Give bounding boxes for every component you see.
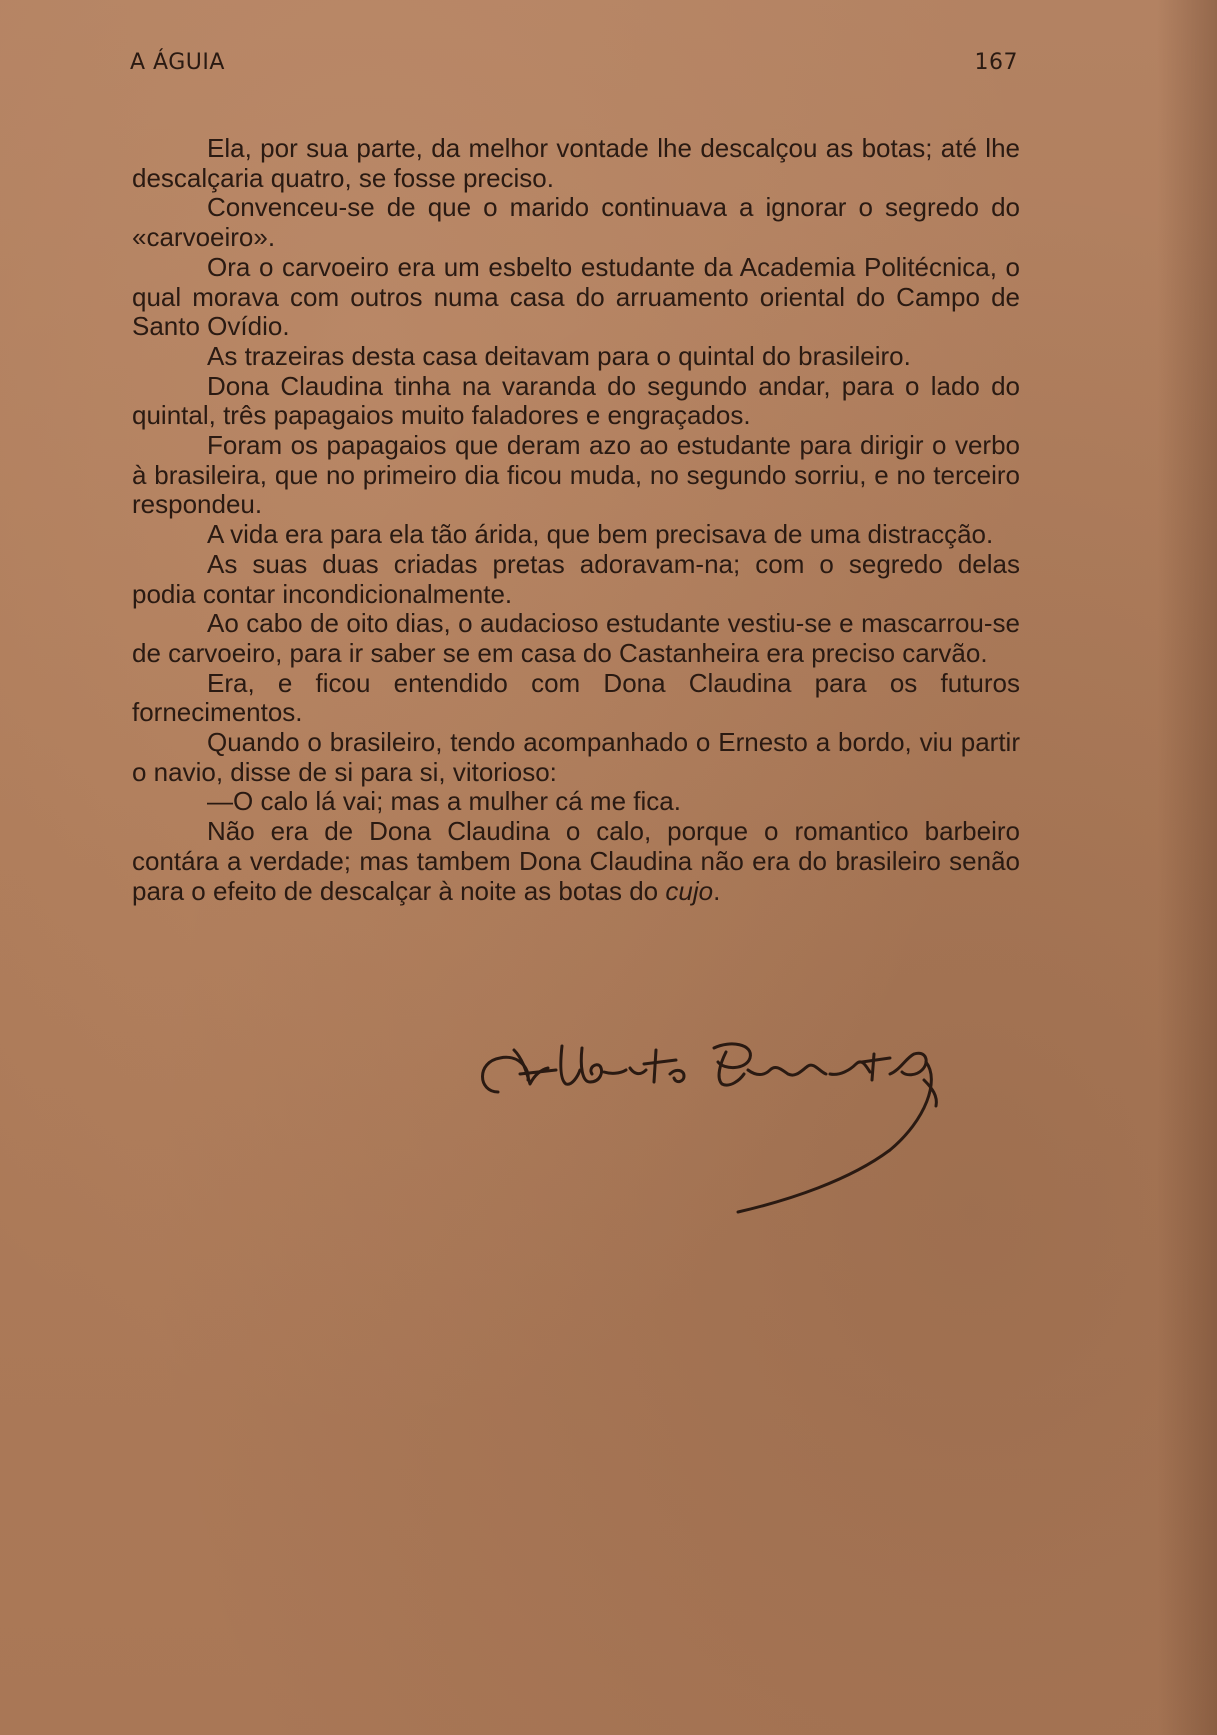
paragraph: Ora o carvoeiro era um esbelto estudante da Academia Politécnica, o qual morava com outros numa casa do arruamento oriental do Campo de Santo Ovídio.	[132, 251, 1020, 342]
page-number: 167	[974, 50, 1018, 75]
italic-word: cujo	[665, 875, 714, 906]
handwritten-signature-icon	[470, 1040, 1030, 1240]
paragraph: As suas duas criadas pretas adoravam-na; com o segredo delas podia contar incondicionalmente.	[132, 548, 1020, 609]
last-paragraph	[132, 817, 1020, 906]
last-paragraph-end: .	[713, 875, 721, 906]
paragraph: Convenceu-se de que o marido continuava a ignorar o segredo do «carvoeiro».	[132, 192, 1020, 253]
paragraph: As trazeiras desta casa deitavam para o quintal do brasileiro.	[207, 340, 911, 371]
paragraph: Foram os papagaios que deram azo ao estudante para dirigir o verbo à brasileira, que no primeiro dia ficou muda, no segundo sorriu, e no terceiro respondeu.	[132, 430, 1020, 520]
journal-title: A ÁGUIA	[130, 50, 225, 75]
paragraph: A vida era para ela tão árida, que bem precisava de uma distracção.	[207, 519, 994, 550]
paragraph: Ao cabo de oito dias, o audacioso estudante vestiu-se e mascarrou-se de carvoeiro, para ir saber se em casa do Castanheira era preciso carvão.	[132, 608, 1020, 668]
paragraph: Ela, por sua parte, da melhor vontade lhe descalçou as botas; até lhe descalçaria quatro, se fosse preciso.	[132, 133, 1020, 193]
paragraph: Dona Claudina tinha na varanda do segundo andar, para o lado do quintal, três papagaios muito faladores e engraçados.	[132, 370, 1020, 431]
running-header	[130, 50, 1018, 80]
dialogue-line: —O calo lá vai; mas a mulher cá me fica.	[207, 786, 681, 817]
paragraph: Era, e ficou entendido com Dona Claudina para os futuros fornecimentos.	[132, 667, 1020, 728]
paragraph: Quando o brasileiro, tendo acompanhado o Ernesto a bordo, viu partir o navio, disse de si para si, vitorioso:	[132, 727, 1020, 787]
body-text	[132, 134, 1020, 906]
last-paragraph-text: Não era de Dona Claudina o calo, porque o romantico barbeiro contára a verdade; mas tambem Dona Claudina não era do brasileiro senão para o efeito de descalçar à noite as botas do	[132, 816, 1020, 906]
page-edge-shadow	[1157, 0, 1217, 1735]
